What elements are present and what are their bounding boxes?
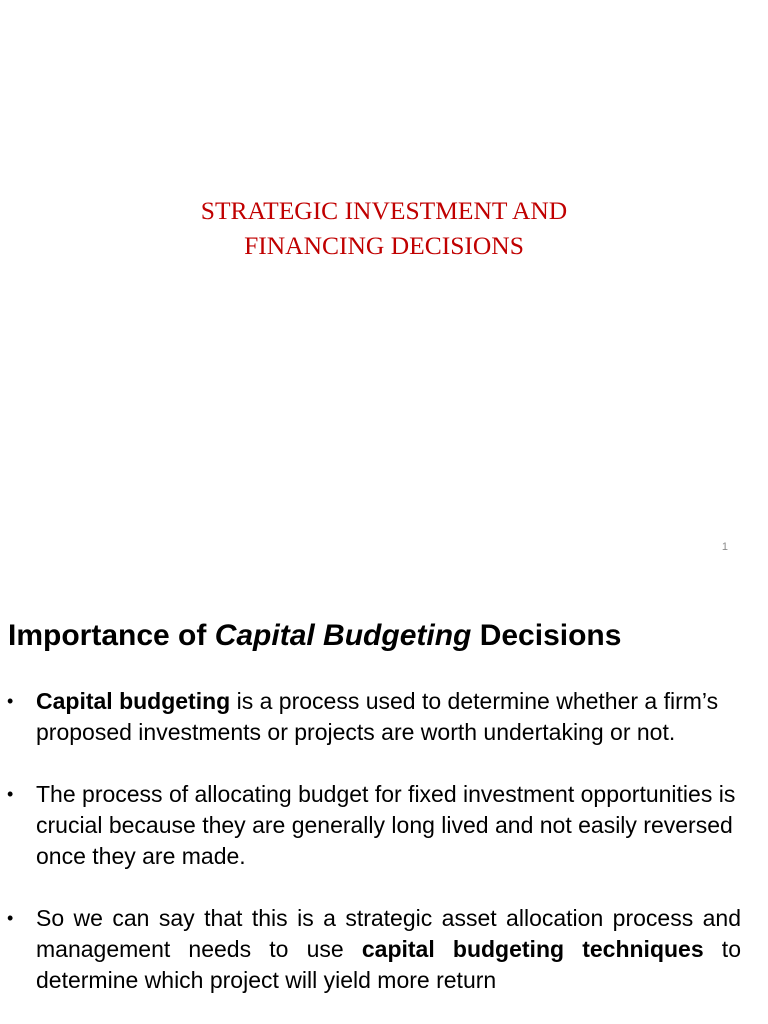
bullet-text: The process of allocating budget for fixed investment opportunities is crucial because they are generally long lived and not easily reversed once they are made. <box>36 781 736 869</box>
bullet-bold-text: capital budgeting techniques <box>361 936 704 962</box>
slide-title <box>0 193 768 263</box>
bullet-text: So we can say that this is a strategic asset allocation process and management needs to use <box>36 905 741 962</box>
slide-title-line-2: FINANCING DECISIONS <box>244 231 524 260</box>
bullet-text: is a process used to determine whether a firm’s proposed investments or projects are worth undertaking or not. <box>36 688 719 745</box>
bullet-list <box>0 686 768 1024</box>
bullet-marker: • <box>7 691 14 711</box>
slide-title-line-1: STRATEGIC INVESTMENT AND <box>200 196 568 225</box>
bullet-item <box>0 686 768 748</box>
bullet-marker: • <box>7 784 14 804</box>
bullet-item <box>0 779 768 872</box>
slide-heading <box>8 616 621 656</box>
content-slide <box>0 576 768 1024</box>
slide-number: 1 <box>721 541 728 553</box>
bullet-bold-text: Capital budgeting <box>36 688 231 714</box>
bullet-text: to determine which project will yield more return <box>36 936 741 993</box>
bullet-marker: • <box>7 908 14 928</box>
bullet-item <box>0 903 768 996</box>
heading-prefix: Importance of <box>8 619 215 652</box>
heading-emphasis: Capital Budgeting <box>214 619 472 652</box>
heading-suffix: Decisions <box>471 619 622 652</box>
